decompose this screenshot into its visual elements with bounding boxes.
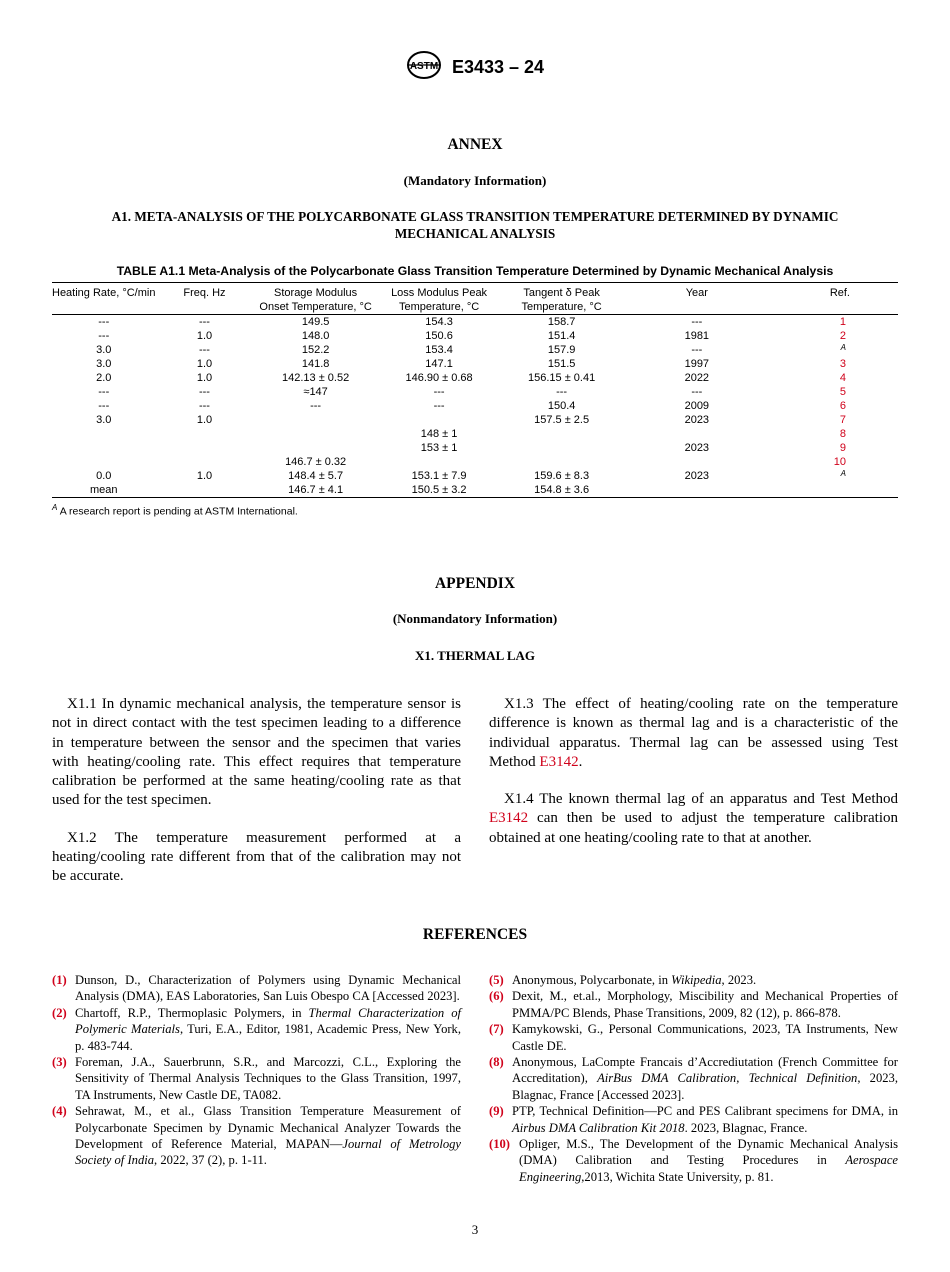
table-cell: 2023 bbox=[684, 470, 710, 482]
reference-text: , 2022, 37 (2), p. 1-11. bbox=[154, 1153, 267, 1168]
table-cell: 148.4 ± 5.7 bbox=[288, 470, 344, 482]
table-cell-ref-link[interactable]: 9 bbox=[839, 442, 846, 454]
table-cell-ref-link bbox=[771, 483, 898, 498]
table-cell: 148.0 bbox=[301, 330, 330, 342]
table-cell: --- bbox=[198, 344, 210, 356]
header-storage-modulus: Storage Modulus bbox=[253, 283, 377, 301]
table-cell bbox=[623, 455, 771, 469]
table-cell bbox=[378, 413, 501, 427]
reference-text: Dexit, M., et.al., Morphology, Miscibility and Mechanical Properties of PMMA/PC Blends, Phase Transitions, 2009, 82 (12), p. 866-878. bbox=[512, 989, 898, 1020]
table-cell-ref-link[interactable]: 7 bbox=[839, 414, 846, 426]
table-cell: --- bbox=[98, 330, 110, 342]
annex-subtitle: (Mandatory Information) bbox=[403, 173, 547, 188]
reference-item bbox=[489, 988, 898, 1021]
table-caption: TABLE A1.1 Meta-Analysis of the Polycarbonate Glass Transition Temperature Determined by Dynamic Mechanical Analysis bbox=[116, 264, 834, 278]
table-cell bbox=[156, 455, 254, 469]
table-cell: 152.2 bbox=[301, 344, 330, 356]
table-cell: 2.0 bbox=[96, 372, 112, 384]
table-cell: ≈147 bbox=[303, 386, 328, 398]
page-header bbox=[0, 50, 950, 85]
reference-text: , 2023. bbox=[721, 973, 757, 987]
table-cell: 2023 bbox=[684, 414, 710, 426]
link-e3142[interactable]: E3142 bbox=[539, 753, 579, 770]
table-cell: --- bbox=[98, 400, 110, 412]
table-cell: 3.0 bbox=[96, 414, 112, 426]
reference-item bbox=[489, 1021, 898, 1054]
reference-italic: Aerospace Engineering bbox=[519, 1153, 898, 1184]
table-cell-ref-link[interactable]: 4 bbox=[839, 372, 846, 384]
reference-item bbox=[489, 1054, 898, 1103]
table-cell bbox=[156, 427, 254, 441]
table-cell: 154.3 bbox=[425, 316, 453, 328]
table-cell bbox=[500, 455, 623, 469]
table-cell: 153.1 ± 7.9 bbox=[411, 470, 467, 482]
reference-number: (4) bbox=[52, 1104, 67, 1119]
reference-italic: AirBus DMA Calibration bbox=[597, 1071, 737, 1086]
reference-number: (9) bbox=[489, 1104, 504, 1119]
references-right-column bbox=[489, 972, 898, 1185]
table-cell: --- bbox=[198, 400, 210, 412]
reference-italic: Thermal Characterization of Polymeric Materials bbox=[75, 1005, 461, 1037]
table-row bbox=[52, 399, 898, 413]
svg-text:ASTM: ASTM bbox=[409, 61, 439, 72]
table-cell: 146.7 ± 4.1 bbox=[253, 483, 377, 498]
table-cell: 141.8 bbox=[301, 358, 330, 370]
table-cell: --- bbox=[198, 386, 210, 398]
reference-number: (2) bbox=[52, 1005, 67, 1020]
table-cell: 3.0 bbox=[96, 358, 112, 370]
paragraph-x1-3: X1.3 The effect of heating/cooling rate on the temperature difference is known as thermal lag and is a characteristic of the individual apparatus. Thermal lag can be assessed using Test Method E3142. bbox=[489, 696, 898, 770]
table-cell bbox=[378, 455, 501, 469]
appendix-section-title: X1. THERMAL LAG bbox=[414, 648, 536, 663]
appendix-title: APPENDIX bbox=[434, 575, 516, 592]
table-cell-ref-link[interactable]: 10 bbox=[833, 456, 846, 468]
table-cell: 150.4 bbox=[547, 400, 576, 412]
table-cell-ref-link[interactable]: 8 bbox=[839, 428, 846, 440]
table-cell: 1.0 bbox=[196, 330, 213, 342]
table-cell: --- bbox=[691, 316, 703, 328]
table-cell: mean bbox=[52, 483, 156, 498]
meta-analysis-table bbox=[52, 282, 898, 498]
reference-number: (3) bbox=[52, 1055, 67, 1070]
reference-item bbox=[52, 1005, 461, 1054]
table-cell: 3.0 bbox=[96, 344, 112, 356]
reference-item bbox=[489, 972, 898, 988]
reference-text: , Turi, E.A., Editor, 1981, Academic Press, New York, p. 483-744. bbox=[75, 1022, 462, 1053]
reference-text: PTP, Technical Definition—PC and PES Calibrant specimens for DMA, in bbox=[512, 1104, 898, 1119]
table-cell: 0.0 bbox=[96, 470, 112, 482]
table-cell bbox=[52, 455, 156, 469]
table-cell: --- bbox=[98, 316, 110, 328]
header-loss-modulus-unit: Temperature, °C bbox=[378, 300, 501, 315]
appendix-left-column bbox=[52, 695, 461, 905]
table-row bbox=[52, 371, 898, 385]
astm-logo-icon bbox=[406, 50, 442, 85]
table-cell: 2022 bbox=[684, 372, 710, 384]
table-cell: --- bbox=[433, 400, 445, 412]
table-cell-ref-link[interactable]: 1 bbox=[839, 316, 846, 328]
table-row bbox=[52, 385, 898, 399]
table-cell bbox=[253, 441, 377, 455]
reference-item bbox=[52, 972, 461, 1005]
table-cell: 142.13 ± 0.52 bbox=[282, 372, 350, 384]
table-row bbox=[52, 357, 898, 371]
table-cell bbox=[623, 427, 771, 441]
table-cell bbox=[156, 483, 254, 498]
table-cell: --- bbox=[433, 386, 445, 398]
table-row bbox=[52, 329, 898, 343]
table-cell: 154.8 ± 3.6 bbox=[500, 483, 623, 498]
table-row bbox=[52, 413, 898, 427]
reference-item bbox=[489, 1136, 898, 1185]
annex-section-title: A1. META-ANALYSIS OF THE POLYCARBONATE GLASS TRANSITION TEMPERATURE DETERMINED BY DYNAMIC MECHANICAL ANALYSIS bbox=[111, 209, 839, 241]
table-row bbox=[52, 455, 898, 469]
table-cell bbox=[52, 441, 156, 455]
table-cell-ref-link[interactable]: 6 bbox=[839, 400, 846, 412]
reference-italic: Technical Definition bbox=[748, 1071, 858, 1086]
header-ref: Ref. bbox=[771, 283, 898, 301]
reference-italic: Airbus DMA Calibration Kit 2018 bbox=[512, 1120, 685, 1135]
reference-text: . 2023, Blagnac, France. bbox=[684, 1120, 808, 1135]
page-number: 3 bbox=[471, 1222, 479, 1237]
table-cell bbox=[500, 427, 623, 441]
references-title: REFERENCES bbox=[422, 926, 528, 943]
table-cell: 150.6 bbox=[425, 330, 453, 342]
paragraph-x1-2: X1.2 The temperature measurement performed at a heating/cooling rate different from that of the calibration may not be accurate. bbox=[52, 829, 461, 885]
table-cell bbox=[623, 483, 771, 498]
references-left-column bbox=[52, 972, 461, 1169]
appendix-subtitle: (Nonmandatory Information) bbox=[392, 611, 558, 626]
paragraph-x1-4: X1.4 The known thermal lag of an apparatus and Test Method E3142 can then be used to adjust the temperature calibration obtained at one heating/cooling rate to that at another. bbox=[489, 791, 898, 846]
table-cell: 157.5 ± 2.5 bbox=[534, 414, 590, 426]
table-row bbox=[52, 343, 898, 357]
reference-italic: Wikipedia bbox=[671, 973, 722, 987]
table-cell: 146.7 ± 0.32 bbox=[285, 456, 347, 468]
table-cell: --- bbox=[198, 316, 210, 328]
table-cell: 148 ± 1 bbox=[420, 428, 458, 440]
table-cell bbox=[52, 427, 156, 441]
header-year: Year bbox=[623, 283, 771, 301]
table-row bbox=[52, 483, 898, 498]
document-number: E3433 – 24 bbox=[451, 57, 545, 77]
reference-text: Dunson, D., Characterization of Polymers using Dynamic Mechanical Analysis (DMA), EAS Laboratories, San Luis Obespo CA [Accessed 2023]. bbox=[75, 973, 461, 1004]
table-cell bbox=[253, 427, 377, 441]
table-cell: 158.7 bbox=[547, 316, 576, 328]
table-cell: 151.5 bbox=[547, 358, 576, 370]
annex-title: ANNEX bbox=[447, 136, 503, 153]
header-tangent-delta: Tangent δ Peak bbox=[500, 283, 623, 301]
table-cell bbox=[500, 441, 623, 455]
paragraph-x1-1: X1.1 In dynamic mechanical analysis, the temperature sensor is not in direct contact with the test specimen leading to a difference in temperature between the sensor and the specimen that varies with heating/cooling rate. This effect requires that temperature calibration be performed at the same heating/cooling rate as that used for the test specimen. bbox=[52, 696, 461, 809]
table-cell: 147.1 bbox=[425, 358, 453, 370]
reference-number: (10) bbox=[489, 1137, 510, 1152]
table-cell-ref-link[interactable]: 2 bbox=[839, 330, 846, 342]
table-footnote: $^A$ A research report is pending at ASTM International. bbox=[52, 503, 298, 518]
reference-number: (7) bbox=[489, 1022, 504, 1037]
table-cell: 157.9 bbox=[547, 344, 576, 356]
table-body bbox=[52, 315, 898, 498]
table-row bbox=[52, 469, 898, 483]
table-cell: 149.5 bbox=[301, 316, 330, 328]
table-cell: 153 ± 1 bbox=[420, 442, 458, 454]
table-cell bbox=[156, 441, 254, 455]
table-cell: --- bbox=[98, 386, 110, 398]
table-cell: --- bbox=[691, 344, 703, 356]
header-frequency: Freq. Hz bbox=[156, 283, 254, 301]
reference-text: ,2013, Wichita State University, p. 81. bbox=[581, 1169, 774, 1184]
reference-item bbox=[489, 1103, 898, 1136]
reference-text: , 2023, Blagnac, France [Accessed 2023]. bbox=[512, 1071, 898, 1102]
table-header-row-2 bbox=[52, 300, 898, 315]
reference-text: Anonymous, LaCompte Francais d’Accrediutation (French Committee for Accreditation), bbox=[512, 1055, 898, 1086]
table-cell: 1.0 bbox=[196, 414, 213, 426]
table-cell: --- bbox=[310, 400, 322, 412]
reference-text: Opliger, M.S., The Development of the Dynamic Mechanical Analysis (DMA) Calibration and Testing Procedures in bbox=[519, 1137, 898, 1168]
table-cell-footnote-ref: A bbox=[840, 469, 846, 478]
table-cell bbox=[253, 413, 377, 427]
table-cell-ref-link[interactable]: 3 bbox=[839, 358, 846, 370]
table-cell: 1981 bbox=[684, 330, 710, 342]
reference-number: (6) bbox=[489, 989, 504, 1004]
appendix-right-column bbox=[489, 695, 898, 866]
reference-number: (5) bbox=[489, 973, 504, 987]
table-cell: 2009 bbox=[684, 400, 710, 412]
header-heating-rate: Heating Rate, °C/min bbox=[52, 283, 156, 301]
reference-text: Anonymous, Polycarbonate, in bbox=[512, 973, 672, 987]
reference-text: Chartoff, R.P., Thermoplasic Polymers, in bbox=[75, 1005, 309, 1020]
table-cell: 1997 bbox=[684, 358, 710, 370]
table-cell: 153.4 bbox=[425, 344, 453, 356]
table-cell: 1.0 bbox=[196, 358, 213, 370]
header-storage-modulus-unit: Onset Temperature, °C bbox=[253, 300, 377, 315]
reference-text: Foreman, J.A., Sauerbrunn, S.R., and Marcozzi, C.L., Exploring the Sensitivity of Thermal Analysis Techniques to the Glass Transition, 1997, TA Instruments, New Castle DE, TA082. bbox=[75, 1055, 461, 1102]
table-cell-footnote-ref: A bbox=[840, 343, 846, 352]
table-cell: 146.90 ± 0.68 bbox=[405, 372, 473, 384]
reference-text: Kamykowski, G., Personal Communications, 2023, TA Instruments, New Castle DE. bbox=[512, 1022, 898, 1053]
header-tangent-delta-unit: Temperature, °C bbox=[500, 300, 623, 315]
reference-item bbox=[52, 1054, 461, 1103]
table-cell: 1.0 bbox=[196, 372, 213, 384]
reference-number: (8) bbox=[489, 1055, 504, 1070]
link-e3142[interactable]: E3142 bbox=[489, 810, 529, 827]
table-cell: 159.6 ± 8.3 bbox=[534, 470, 590, 482]
table-cell: 156.15 ± 0.41 bbox=[528, 372, 596, 384]
reference-item bbox=[52, 1103, 461, 1169]
reference-text: , bbox=[736, 1071, 749, 1086]
table-row bbox=[52, 315, 898, 330]
table-header-row bbox=[52, 283, 898, 301]
table-cell: 2023 bbox=[684, 442, 710, 454]
table-cell: 151.4 bbox=[547, 330, 576, 342]
header-loss-modulus: Loss Modulus Peak bbox=[378, 283, 501, 301]
table-cell: --- bbox=[556, 386, 568, 398]
reference-italic: Journal of Metrology Society of India bbox=[75, 1137, 461, 1168]
table-cell: 150.5 ± 3.2 bbox=[378, 483, 501, 498]
reference-number: (1) bbox=[52, 973, 67, 987]
table-row bbox=[52, 427, 898, 441]
table-row bbox=[52, 441, 898, 455]
reference-text: Sehrawat, M., et al., Glass Transition Temperature Measurement of Polycarbonate Specimen by Dynamic Mechanical Analyzer Towards the Development of Reference Material, MAPAN— bbox=[75, 1104, 461, 1152]
table-cell: --- bbox=[691, 386, 703, 398]
table-cell: 1.0 bbox=[196, 470, 213, 482]
table-cell-ref-link[interactable]: 5 bbox=[839, 386, 846, 398]
